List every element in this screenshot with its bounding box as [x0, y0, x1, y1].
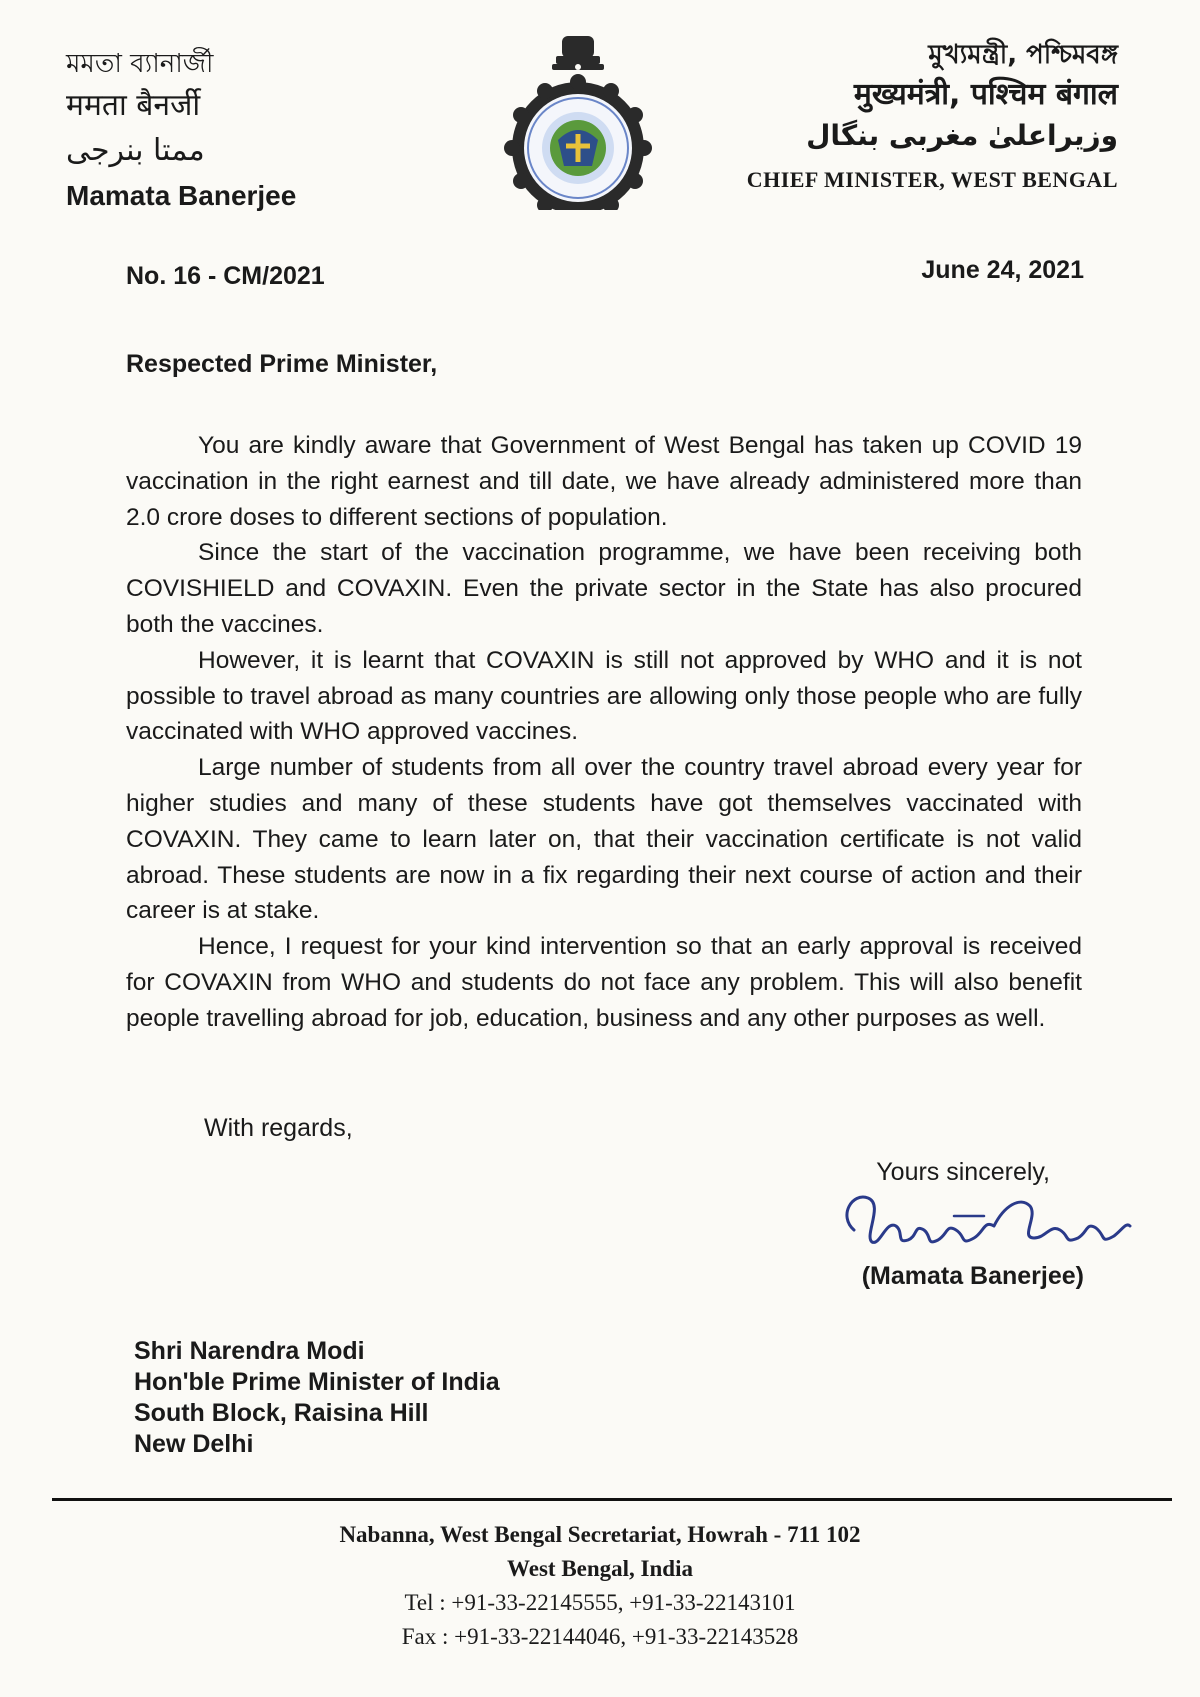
- west-bengal-emblem-icon: [498, 30, 658, 210]
- body-paragraph: You are kindly aware that Government of West Bengal has taken up COVID 19 vaccination in the right earnest and till date, we have already administered more than 2.0 crore doses to different sections of population.: [126, 432, 1082, 531]
- reference-number: No. 16 - CM/2021: [126, 262, 325, 290]
- footer-divider: [52, 1498, 1172, 1501]
- footer-address: [0, 1518, 1200, 1654]
- sender-name-block: [66, 48, 296, 213]
- office-title-hindi: मुख्यमंत्री, पश्चिम बंगाल: [853, 77, 1118, 113]
- office-title-block: [747, 40, 1118, 193]
- body-paragraph: Since the start of the vaccination programme, we have been receiving both COVISHIELD and COVAXIN. Even the private sector in the State has also procured both the vaccines.: [126, 539, 1082, 638]
- sender-name-english: Mamata Banerjee: [66, 179, 297, 211]
- salutation: Respected Prime Minister,: [126, 350, 438, 378]
- office-title-urdu: وزیراعلیٰ مغربی بنگال: [806, 119, 1118, 153]
- addressee-block: [134, 1336, 500, 1460]
- sender-name-bengali: মমতা ব্যানার্জী: [66, 49, 214, 79]
- body-paragraph: However, it is learnt that COVAXIN is still not approved by WHO and it is not possible to travel abroad as many countries are allowing only those people who are fully vaccinated with WHO approved vaccines.: [126, 646, 1082, 746]
- regards-line: With regards,: [204, 1114, 353, 1142]
- sender-name-hindi: ममता बैनर्जी: [66, 87, 201, 123]
- letter-date: June 24, 2021: [921, 256, 1084, 284]
- addressee-line: South Block, Raisina Hill: [134, 1399, 429, 1427]
- footer-fax: Fax : +91-33-22144046, +91-33-22143528: [401, 1624, 799, 1649]
- footer-tel: Tel : +91-33-22145555, +91-33-22143101: [404, 1590, 796, 1615]
- addressee-line: Shri Narendra Modi: [134, 1337, 365, 1365]
- footer-address-line1: Nabanna, West Bengal Secretariat, Howrah - 711 102: [339, 1522, 861, 1547]
- addressee-line: New Delhi: [134, 1430, 254, 1458]
- addressee-line: Hon'ble Prime Minister of India: [134, 1368, 500, 1396]
- body-paragraph: Hence, I request for your kind intervention so that an early approval is received for COVAXIN from WHO and students do not face any problem. This will also benefit people travelling abroad for job, education, business and any other purposes as well.: [126, 933, 1082, 1032]
- body-paragraph: Large number of students from all over the country travel abroad every year for higher studies and many of these students have got themselves vaccinated with COVAXIN. They came to learn later on, that their vaccination certificate is not valid abroad. These students are now in a fix regarding their next course of action and their career is at stake.: [126, 754, 1082, 925]
- sender-name-urdu: ممتا بنرجی: [66, 133, 205, 168]
- letter-body: [126, 428, 1082, 1037]
- signatory-name: (Mamata Banerjee): [861, 1262, 1084, 1290]
- office-title-english: CHIEF MINISTER, WEST BENGAL: [746, 166, 1118, 192]
- footer-address-line2: West Bengal, India: [507, 1556, 693, 1581]
- closing-line: Yours sincerely,: [876, 1158, 1050, 1186]
- office-title-bengali: মুখ্যমন্ত্রী, পশ্চিমবঙ্গ: [928, 40, 1118, 70]
- handwritten-signature: [834, 1186, 1134, 1266]
